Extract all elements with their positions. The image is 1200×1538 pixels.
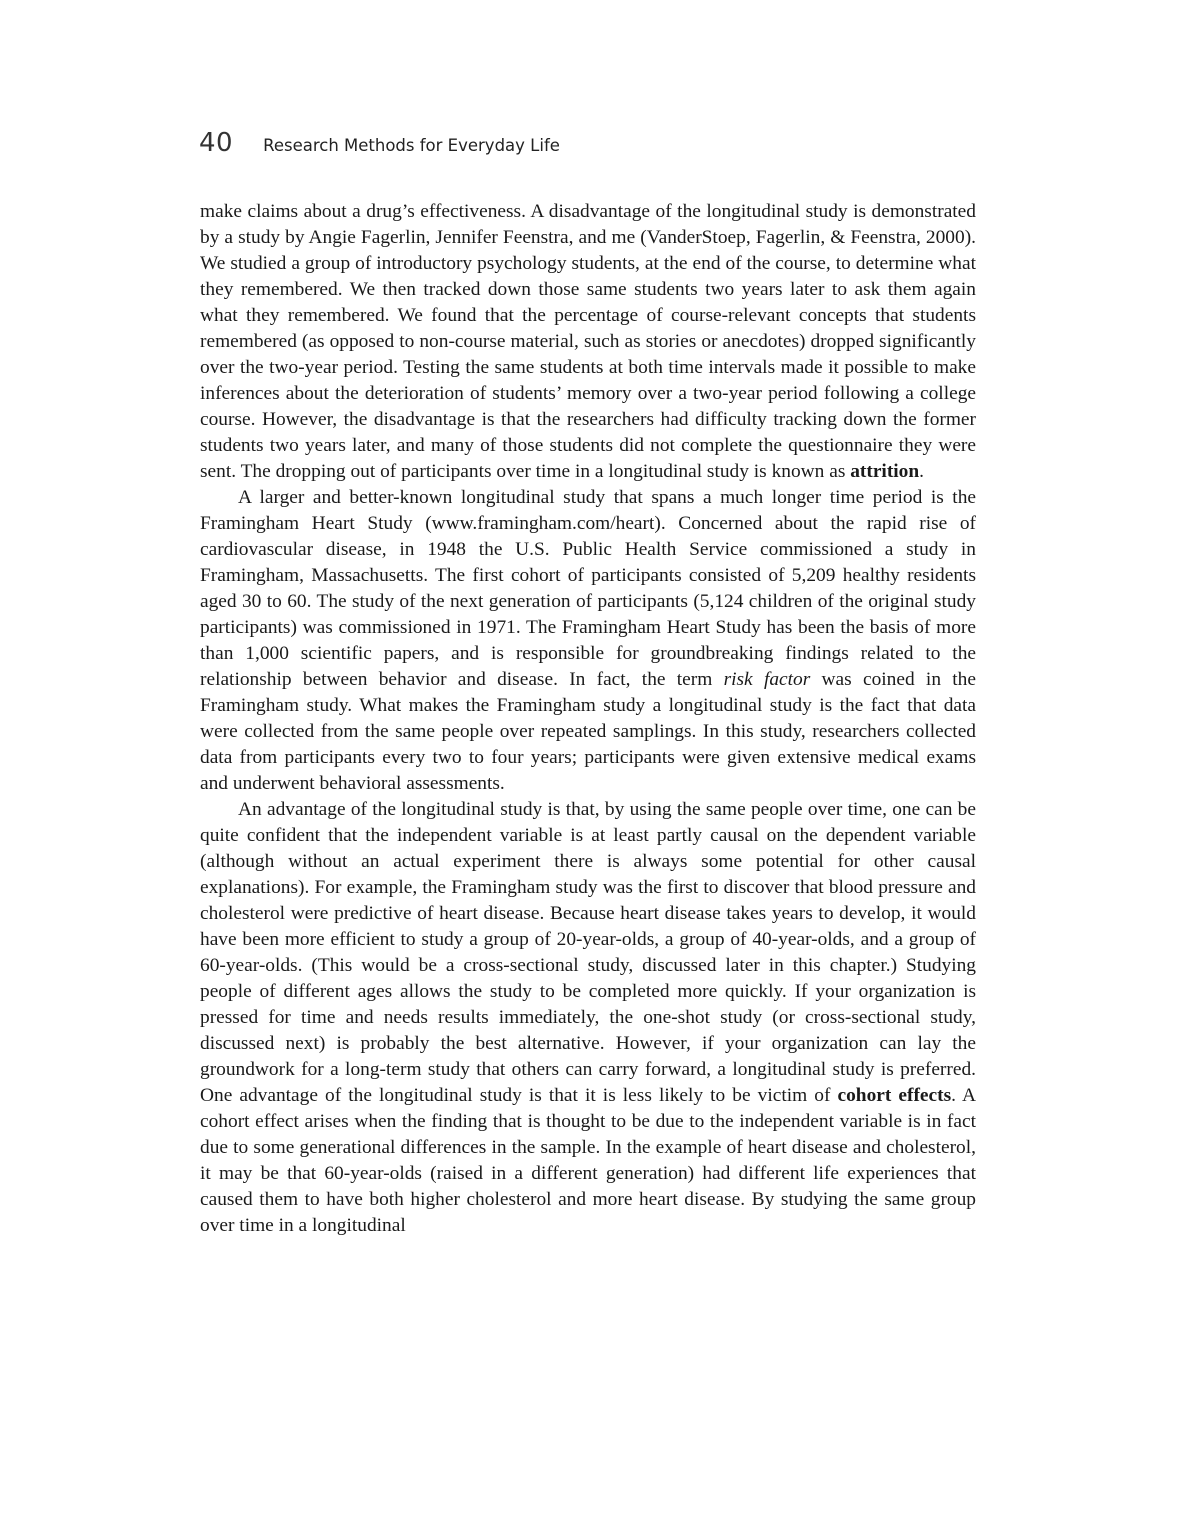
paragraph-1-text: make claims about a drug’s effectiveness. A disadvantage of the longitudinal study is demonstrated by a study by Angie Fagerlin, Jennifer Feenstra, and me (VanderStoep, Fagerlin, & Feenstra, 2000). We studied a group of introductory psychology students, at the end of the course, to determine what they remembered. We then tracked down those same students two years later to ask them again what they remembered. We found that the percentage of course-relevant concepts that students remembered (as opposed to non-course material, such as stories or anecdotes) dropped significantly over the two-year period. Testing the same students at both time intervals made it possible to make inferences about the deterioration of students’ memory over a two-year period following a college course. However, the disadvantage is that the researchers had difficulty tracking down the former students two years later, and many of those students did not complete the questionnaire they were sent. The dropping out of participants over time in a longitudinal study is known as <box>200 201 976 482</box>
paragraph-1-end: . <box>919 461 925 482</box>
paragraph-3-text: An advantage of the longitudinal study is that, by using the same people over time, one can be quite confident that the independent variable is at least partly causal on the dependent variable (although without an actual experiment there is always some potential for other causal explanations). For example, the Framingham study was the first to discover that blood pressure and cholesterol were predictive of heart disease. Because heart disease takes years to develop, it would have been more efficient to study a group of 20-year-olds, a group of 40-year-olds, and a group of 60-year-olds. (This would be a cross-sectional study, discussed later in this chapter.) Studying people of different ages allows the study to be completed more quickly. If your organization is pressed for time and needs results immediately, the one-shot study (or cross-sectional study, discussed next) is probably the best alternative. However, if your organization can lay the groundwork for a long-term study that others can carry forward, a longitudinal study is preferred. One advantage of the longitudinal study is that it is less likely to be victim of <box>200 799 976 1106</box>
paragraph-1 <box>200 199 976 485</box>
page-header <box>199 128 560 168</box>
paragraph-3-end: . A cohort effect arises when the finding that is thought to be due to the independent variable is in fact due to some generational differences in the sample. In the example of heart disease and cholesterol, it may be that 60-year-olds (raised in a different generation) had different life experiences that caused them to have both higher cholesterol and more heart disease. By studying the same group over time in a longitudinal <box>200 1085 976 1236</box>
term-risk-factor: risk factor <box>723 669 811 690</box>
paragraph-2-text: A larger and better-known longitudinal study that spans a much longer time period is the Framingham Heart Study (www.framingham.com/heart). Concerned about the rapid rise of cardiovascular disease, in 1948 the U.S. Public Health Service commissioned a study in Framingham, Massachusetts. The first cohort of participants consisted of 5,209 healthy residents aged 30 to 60. The study of the next generation of participants (5,124 children of the original study participants) was commissioned in 1971. The Framingham Heart Study has been the basis of more than 1,000 scientific papers, and is responsible for groundbreaking findings related to the relationship between behavior and disease. In fact, the term <box>200 487 976 690</box>
paragraph-2-end: was coined in the Framingham study. What makes the Framingham study a longitudinal study is the fact that data were collected from the same people over repeated samplings. In this study, researchers collected data from participants every two to four years; participants were given extensive medical exams and underwent behavioral assessments. <box>200 669 976 794</box>
body-text <box>200 199 976 1239</box>
page-number: 40 <box>199 128 234 158</box>
key-term-attrition: attrition <box>850 461 920 482</box>
key-term-cohort-effects: cohort effects <box>837 1085 952 1106</box>
paragraph-3 <box>200 797 976 1239</box>
running-head: Research Methods for Everyday Life <box>263 136 560 155</box>
paragraph-2 <box>200 485 976 797</box>
